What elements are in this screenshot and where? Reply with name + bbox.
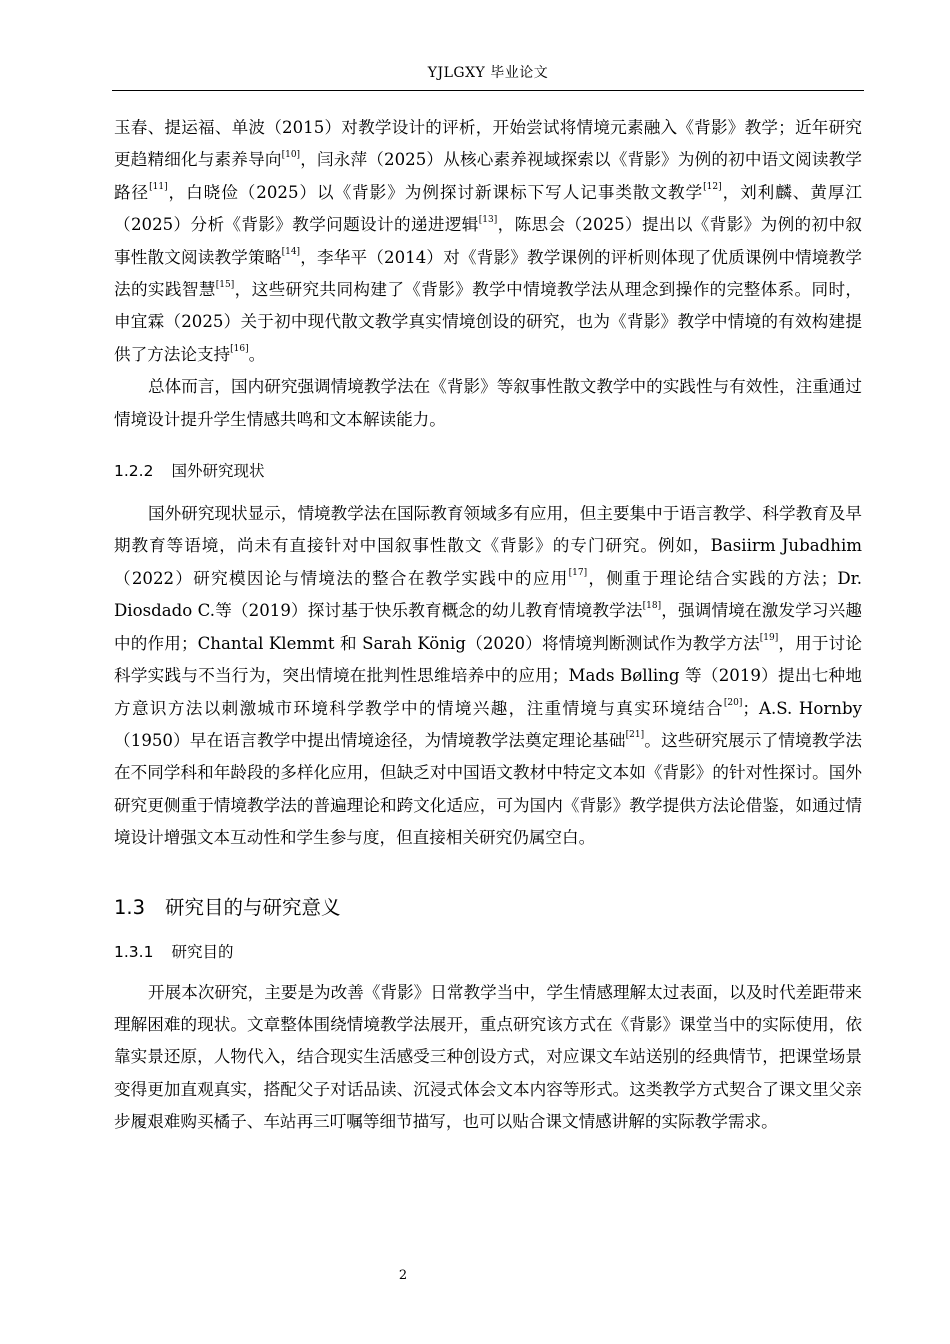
paragraph-domestic-studies: [114, 112, 862, 371]
paragraph-text: 。这些研究展示了情境教学法在不同学科和年龄段的多样化应用，但缺乏对中国语文教材中特定文本如《背影》的针对性探讨。国外研究更侧重于情境教学法的普遍理论和跨文化适应，可为国内《背影》教学提供方法论借鉴，如通过情境设计增强文本互动性和学生参与度，但直接相关研究仍属空白。: [114, 730, 863, 848]
paragraph-text: ，陈思会（2025）提出以《背影》为例的初中叙事性散文阅读教学策略: [114, 215, 863, 267]
paragraph-foreign-studies: [114, 498, 862, 854]
heading-number: 1.2.2: [114, 462, 154, 481]
heading-section-1-3: [114, 895, 862, 921]
paragraph-text: ，用于讨论科学实践与不当行为，突出情境在批判性思维培养中的应用；Mads Bølling 等（2019）提出七种地方意识方法以刺激城市环境科学教学中的情境兴趣，注重情境与真实环境结合: [114, 633, 862, 718]
citation-ref: [11]: [149, 182, 168, 193]
paragraph-research-purpose: 开展本次研究，主要是为改善《背影》日常教学当中，学生情感理解太过表面，以及时代差距带来理解困难的现状。文章整体围绕情境教学法展开，重点研究该方式在《背影》课堂当中的实际使用，依靠实景还原，人物代入，结合现实生活感受三种创设方式，对应课文车站送别的经典情节，把课堂场景变得更加直观真实，搭配父子对话品读、沉浸式体会文本内容等形式。这类教学方式契合了课文里父亲步履艰难购买橘子、车站再三叮嘱等细节描写，也可以贴合课文情感讲解的实际教学需求。: [114, 982, 862, 1132]
heading-title: 研究目的: [171, 942, 234, 961]
citation-ref: [20]: [723, 697, 743, 708]
heading-foreign-research: [114, 460, 862, 482]
paragraph-text: ，李华平（2014）对《背影》教学课例的评析则体现了优质课例中情境教学法的实践智慧: [114, 247, 862, 300]
heading-title: 国外研究现状: [171, 462, 265, 481]
citation-ref: [18]: [642, 600, 662, 611]
paragraph-text: ，刘利麟、黄厚江（2025）分析《背影》教学问题设计的递进逻辑: [114, 182, 863, 235]
page-body: [114, 112, 862, 1139]
citation-ref: [13]: [478, 214, 498, 225]
header-rule: [112, 90, 864, 91]
paragraph-text: ，强调情境在激发学习兴趣中的作用；Chantal Klemmt 和 Sarah König（2020）将情境判断测试作为教学方法: [114, 601, 863, 653]
citation-ref: [16]: [230, 344, 249, 355]
citation-ref: [10]: [281, 149, 301, 160]
citation-ref: [15]: [215, 279, 235, 290]
citation-ref: [12]: [703, 182, 722, 193]
citation-ref: [17]: [568, 568, 588, 579]
paragraph-text: ，闫永萍（2025）从核心素养视域探索以《背影》为例的初中语文阅读教学路径: [114, 150, 862, 202]
paragraph-text: ，这些研究共同构建了《背影》教学中情境教学法从理念到操作的完整体系。同时，申宜霖（2025）关于初中现代散文教学真实情境创设的研究，也为《背影》教学中情境的有效构建提供了方法论支持: [114, 280, 863, 364]
heading-research-purpose: [114, 941, 862, 963]
citation-ref: [19]: [759, 633, 779, 644]
paragraph-text: 。: [248, 344, 266, 364]
citation-ref: [14]: [281, 247, 301, 258]
heading-number: 1.3: [114, 895, 146, 919]
paragraph-summary: 总体而言，国内研究强调情境教学法在《背影》等叙事性散文教学中的实践性与有效性，注重通过情境设计提升学生情感共鸣和文本解读能力。: [114, 377, 862, 429]
paragraph-text: ，侧重于理论结合实践的方法；Dr. Diosdado C.等（2019）探讨基于快乐教育概念的幼儿教育情境教学法: [114, 568, 863, 621]
heading-number: 1.3.1: [114, 942, 154, 961]
paragraph-text: ；A.S. Hornby（1950）早在语言教学中提出情境途径，为情境教学法奠定理论基础: [114, 698, 862, 750]
page-header: YJLGXY 毕业论文: [427, 65, 549, 81]
paragraph-text: ，白晓俭（2025）以《背影》为例探讨新课标下写人记事类散文教学: [167, 182, 704, 202]
paragraph-text: 国外研究现状显示，情境教学法在国际教育领域多有应用，但主要集中于语言教学、科学教育及早期教育等语境，尚未有直接针对中国叙事性散文《背影》的专门研究。例如，Basiirm Jubadhim（2022）研究模因论与情境法的整合在教学实践中的应用: [114, 504, 862, 588]
page-number: 2: [398, 1268, 408, 1283]
paragraph-text: 玉春、提运福、单波（2015）对教学设计的评析，开始尝试将情境元素融入《背影》教学；近年研究更趋精细化与素养导向: [114, 118, 862, 170]
heading-title: 研究目的与研究意义: [165, 895, 341, 919]
citation-ref: [21]: [625, 730, 645, 741]
